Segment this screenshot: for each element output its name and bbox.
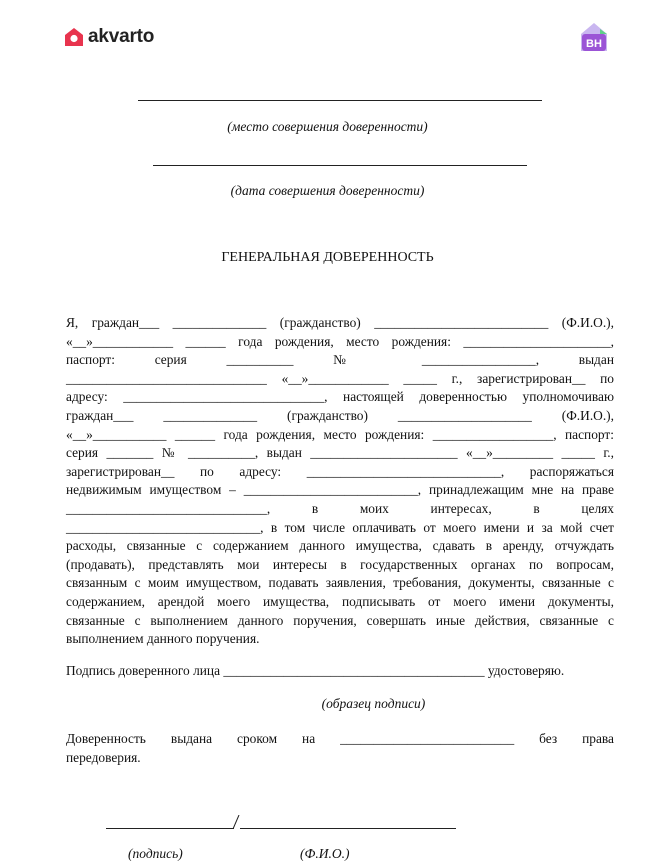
- date-caption: (дата совершения доверенности): [230, 183, 425, 198]
- place-underline: [138, 100, 542, 101]
- house-logo-icon: [64, 27, 84, 47]
- brand-name: akvarto: [88, 26, 155, 47]
- validity-line: передоверия.: [66, 750, 141, 765]
- body-line: расходы, связанные с содержанием данного имущества, сдавать в аренду, отчуждать: [66, 538, 614, 554]
- body-line: Я, граждан___ ______________ (гражданство) __________________________ (Ф.И.О.),: [66, 315, 614, 330]
- body-line: серия _______ № __________, выдан ______________________ «__»_________ _____ г.,: [66, 445, 614, 461]
- body-line: граждан___ ______________ (гражданство) ____________________ (Ф.И.О.),: [66, 407, 614, 423]
- body-line: недвижимым имуществом – __________________________, принадлежащим мне на праве: [66, 482, 614, 498]
- vh-badge-label: ВН: [586, 38, 602, 50]
- body-line: связанным с моим имуществом, подавать заявления, требования, документы, связанные с: [66, 575, 614, 591]
- document-title: ГЕНЕРАЛЬНАЯ ДОВЕРЕННОСТЬ: [221, 250, 434, 265]
- body-line: _____________________________, в том числе оплачивать от моего имени и за мой счет: [66, 519, 614, 535]
- footer-signature-underline: [106, 828, 234, 829]
- signature-line: Подпись доверенного лица _______________________________________ удостоверяю.: [66, 663, 565, 678]
- footer-signature-caption: (подпись): [128, 846, 183, 861]
- body-line: связанные с выполнением данного поручения, совершать иные действия, связанные с: [66, 612, 614, 628]
- footer-slash: [232, 815, 240, 829]
- document-body: [66, 314, 614, 649]
- date-underline: [153, 165, 527, 166]
- body-line: паспорт: серия __________ № _________________, выдан: [66, 352, 614, 368]
- vh-badge-icon: [578, 21, 610, 53]
- body-line: «__»____________ ______ года рождения, место рождения: ______________________,: [66, 333, 614, 349]
- body-line: зарегистрирован__ по адресу: _____________________________, распоряжаться: [66, 463, 614, 479]
- body-line: ______________________________ «__»____________ _____ г., зарегистрирован__ по: [66, 370, 614, 386]
- place-caption: (место совершения доверенности): [227, 119, 428, 134]
- body-line: «__»___________ ______ года рождения, место рождения: __________________, паспорт:: [66, 426, 614, 442]
- signature-caption: (образец подписи): [321, 696, 426, 711]
- body-line: адресу: ______________________________, настоящей доверенностью уполномочиваю: [66, 389, 614, 405]
- validity-line: Доверенность выдана сроком на __________________________ без права: [66, 731, 614, 746]
- body-line: ______________________________, в моих интересах, в целях: [66, 500, 614, 516]
- body-line: содержанием, арендой моего имущества, подписывать от моего имени документы,: [66, 593, 614, 609]
- footer-name-caption: (Ф.И.О.): [300, 846, 350, 861]
- validity-paragraph: [66, 729, 614, 767]
- akvarto-logo[interactable]: [64, 26, 154, 48]
- footer-name-underline: [240, 828, 456, 829]
- body-line: выполнением данного поручения.: [66, 631, 260, 647]
- body-line: (продавать), представлять мои интересы в государственных органах по вопросам,: [66, 556, 614, 572]
